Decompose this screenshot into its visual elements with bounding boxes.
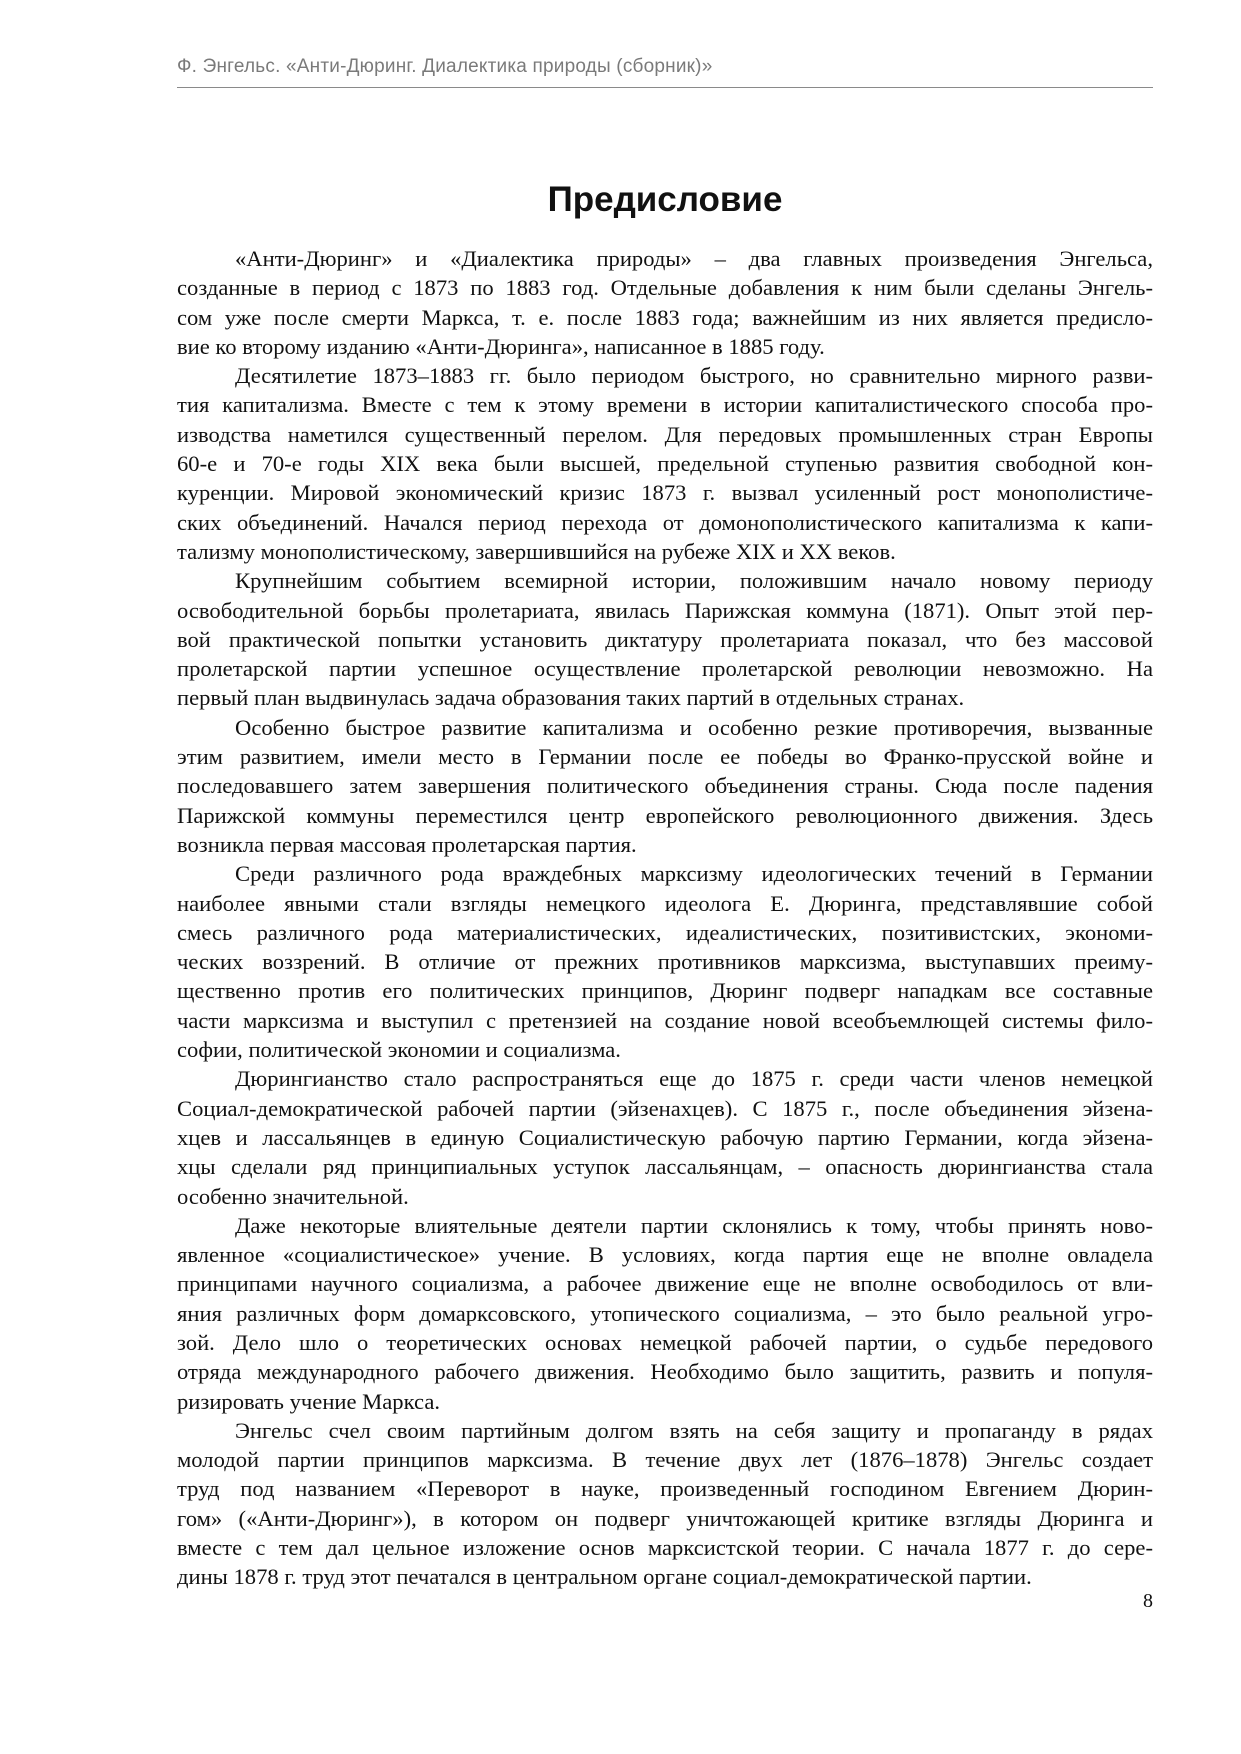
text-line: яния различных форм домарксовского, утопического социализма, – это было реальной угро-: [177, 1300, 1153, 1326]
paragraph-8: [177, 1416, 1153, 1592]
text-line: хцы сделали ряд принципиальных уступок лассальянцам, – опасность дюрингианства стала: [177, 1154, 1153, 1180]
paragraph-1: [177, 244, 1153, 361]
text-line: части марксизма и выступил с претензией на создание новой всеобъемлющей системы фило-: [177, 1007, 1153, 1033]
text-line: вой практической попытки установить диктатуру пролетариата показал, что без массовой: [177, 626, 1153, 652]
text-line: первый план выдвинулась задача образования таких партий в отдельных странах.: [177, 685, 965, 711]
text-line: дины 1878 г. труд этот печатался в центральном органе социал-демократической партии.: [177, 1564, 1032, 1590]
text-line: ризировать учение Маркса.: [177, 1388, 440, 1414]
text-line: «Анти-Дюринг» и «Диалектика природы» – два главных произведения Энгельса,: [235, 246, 1153, 271]
text-line: куренции. Мировой экономический кризис 1873 г. вызвал усиленный рост монополистиче-: [177, 480, 1153, 506]
text-line: сом уже после смерти Маркса, т. е. после 1883 года; важнейшим из них является предисло-: [177, 304, 1153, 330]
text-line: 60-е и 70-е годы XIX века были высшей, предельной ступенью развития свободной кон-: [177, 451, 1153, 477]
paragraph-6: [177, 1064, 1153, 1210]
text-line: Энгельс счел своим партийным долгом взять на себя защиту и пропаганду в рядах: [235, 1417, 1153, 1443]
text-line: отряда международного рабочего движения. Необходимо было защитить, развить и популя-: [177, 1359, 1153, 1385]
text-line: зой. Дело шло о теоретических основах немецкой рабочей партии, о судьбе передового: [177, 1329, 1153, 1355]
text-line: ческих воззрений. В отличие от прежних противников марксизма, выступавших преиму-: [177, 949, 1153, 975]
text-line: освободительной борьбы пролетариата, явилась Парижская коммуна (1871). Опыт этой пер-: [177, 597, 1153, 623]
text-line: явленное «социалистическое» учение. В условиях, когда партия еще не вполне овладела: [177, 1242, 1153, 1268]
paragraph-2: [177, 361, 1153, 566]
text-line: смесь различного рода материалистических, идеалистических, позитивистских, экономи-: [177, 919, 1153, 945]
text-line: тия капитализма. Вместе с тем к этому времени в истории капиталистического способа про-: [177, 392, 1153, 418]
text-line: Десятилетие 1873–1883 гг. было периодом быстрого, но сравнительно мирного разви-: [235, 363, 1153, 389]
text-line: софии, политической экономии и социализма.: [177, 1037, 621, 1063]
paragraph-7: [177, 1211, 1153, 1416]
text-line: особенно значительной.: [177, 1183, 409, 1209]
text-line: ских объединений. Начался период перехода от домонополистического капитализма к капи-: [177, 509, 1153, 535]
text-line: возникла первая массовая пролетарская партия.: [177, 831, 637, 857]
header-rule: [177, 87, 1153, 88]
text-line: щественно против его политических принципов, Дюринг подверг нападкам все составные: [177, 978, 1153, 1004]
text-line: последовавшего затем завершения политического объединения страны. Сюда после падения: [177, 773, 1153, 799]
text-line: наиболее явными стали взгляды немецкого идеолога Е. Дюринга, представлявшие собой: [177, 890, 1153, 916]
paragraph-4: [177, 713, 1153, 859]
text-line: принципами научного социализма, а рабочее движение еще не вполне освободилось от вли-: [177, 1271, 1153, 1297]
text-line: гом» («Анти-Дюринг»), в котором он подверг уничтожающей критике взгляды Дюринга и: [177, 1505, 1153, 1531]
text-line: молодой партии принципов марксизма. В течение двух лет (1876–1878) Энгельс создает: [177, 1447, 1153, 1473]
page-title: Предисловие: [547, 180, 783, 219]
text-line: этим развитием, имели место в Германии после ее победы во Франко-прусской войне и: [177, 744, 1153, 770]
text-line: вместе с тем дал цельное изложение основ марксистской теории. С начала 1877 г. до сере-: [177, 1535, 1153, 1561]
running-header: Ф. Энгельс. «Анти-Дюринг. Диалектика природы (сборник)»: [177, 56, 713, 77]
text-line: Социал-демократической рабочей партии (эйзенахцев). С 1875 г., после объединения эйзена-: [177, 1095, 1153, 1121]
text-line: Особенно быстрое развитие капитализма и особенно резкие противоречия, вызванные: [235, 714, 1153, 740]
paragraph-5: [177, 859, 1153, 1064]
paragraph-3: [177, 566, 1153, 712]
body-text: [177, 244, 1153, 1592]
text-line: труд под названием «Переворот в науке, произведенный господином Евгением Дюрин-: [177, 1476, 1153, 1502]
text-line: Даже некоторые влиятельные деятели партии склонялись к тому, чтобы принять ново-: [235, 1212, 1153, 1238]
text-line: Среди различного рода враждебных марксизму идеологических течений в Германии: [235, 861, 1153, 887]
page-number: 8: [1143, 1590, 1153, 1612]
text-line: тализму монополистическому, завершившийся на рубеже XIX и XX веков.: [177, 538, 896, 564]
text-line: Дюрингианство стало распространяться еще до 1875 г. среди части членов немецкой: [235, 1066, 1153, 1092]
text-line: вие ко второму изданию «Анти-Дюринга», написанное в 1885 году.: [177, 333, 825, 359]
text-line: созданные в период с 1873 по 1883 год. Отдельные добавления к ним были сделаны Энгель-: [177, 275, 1153, 301]
text-line: хцев и лассальянцев в единую Социалистическую рабочую партию Германии, когда эйзена-: [177, 1124, 1153, 1150]
text-line: пролетарской партии успешное осуществление пролетарской революции невозможно. На: [177, 656, 1153, 682]
text-line: изводства наметился существенный перелом. Для передовых промышленных стран Европы: [177, 421, 1153, 447]
text-line: Парижской коммуны переместился центр европейского революционного движения. Здесь: [177, 802, 1153, 828]
text-line: Крупнейшим событием всемирной истории, положившим начало новому периоду: [235, 568, 1153, 594]
